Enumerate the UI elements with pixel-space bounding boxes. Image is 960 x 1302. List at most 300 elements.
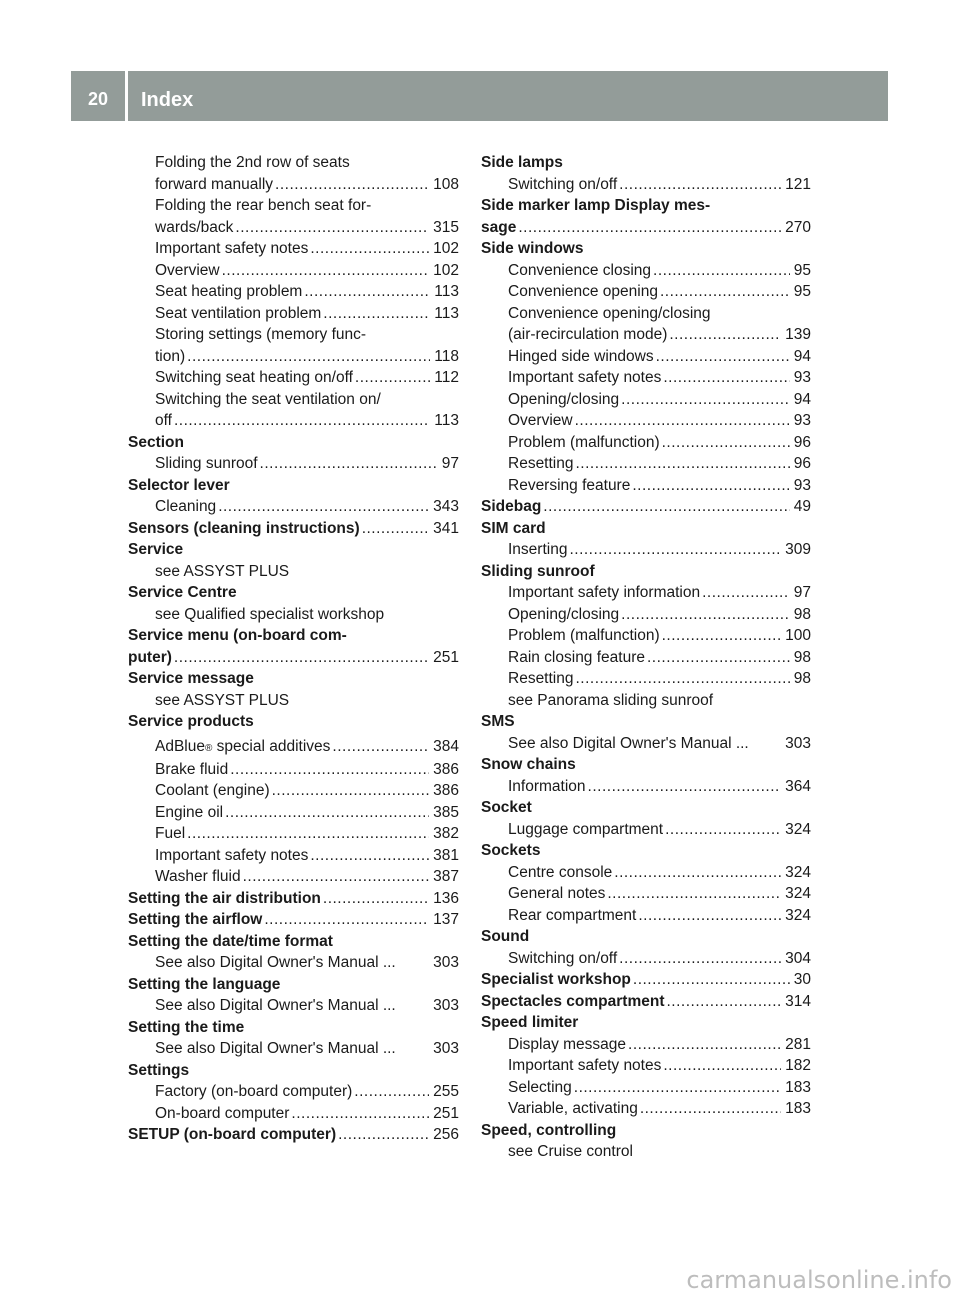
page-ref: 386: [433, 760, 459, 778]
index-entry: [481, 690, 811, 712]
page-ref: 97: [793, 584, 811, 601]
entry-label: Rain closing feature: [508, 648, 645, 666]
index-entry: [481, 367, 811, 389]
page-ref: 324: [785, 820, 811, 838]
index-heading: [481, 217, 811, 239]
header-divider: [125, 71, 128, 121]
leader-dots: [632, 475, 789, 497]
index-entry: [128, 260, 459, 282]
page-ref: 49: [793, 498, 811, 515]
index-entry: [481, 862, 811, 884]
index-heading: [481, 195, 811, 217]
index-entry: [481, 539, 811, 561]
leader-dots: [222, 260, 430, 282]
entry-label: puter): [128, 648, 172, 666]
index-entry: [481, 668, 811, 690]
entry-label: Centre console: [508, 863, 613, 881]
index-heading: [128, 931, 459, 953]
page-ref: 96: [793, 455, 811, 472]
index-heading: [481, 991, 811, 1013]
entry-label: See also Digital Owner's Manual ...: [155, 954, 396, 971]
page-ref: 136: [433, 889, 459, 907]
entry-label: Service message: [128, 670, 254, 687]
leader-dots: [230, 759, 429, 781]
page-ref: 113: [434, 412, 459, 429]
leader-dots: [225, 802, 429, 824]
entry-label: Spectacles compartment: [481, 992, 665, 1010]
index-entry: [481, 819, 811, 841]
index-heading: [481, 754, 811, 776]
entry-label: Overview: [155, 261, 220, 279]
leader-dots: [574, 1077, 781, 1099]
leader-dots: [323, 303, 430, 325]
leader-dots: [588, 776, 782, 798]
index-entry: [481, 625, 811, 647]
index-entry: [481, 1055, 811, 1077]
page-ref: 94: [793, 347, 811, 365]
page-ref: 304: [785, 949, 811, 967]
entry-label: Storing settings (memory func-: [155, 326, 367, 343]
index-entry: [128, 496, 459, 518]
entry-label: SETUP (on-board computer): [128, 1126, 337, 1143]
page-ref: 314: [785, 992, 811, 1010]
leader-dots: [662, 432, 790, 454]
leader-dots: [323, 888, 429, 910]
entry-label: Fuel: [155, 825, 186, 842]
index-entry: [128, 281, 459, 303]
index-heading: [128, 432, 459, 454]
entry-label: See also Digital Owner's Manual ...: [155, 1040, 396, 1057]
entry-label: Sockets: [481, 842, 541, 859]
index-heading: [128, 1060, 459, 1082]
leader-dots: [575, 453, 789, 475]
entry-label: Important safety notes: [508, 1057, 662, 1074]
index-heading: [128, 711, 459, 733]
index-heading: [128, 974, 459, 996]
page-ref: 381: [433, 846, 459, 864]
page-ref: 309: [785, 541, 811, 558]
entry-label: Coolant (engine): [155, 782, 270, 799]
entry-label: SMS: [481, 713, 515, 730]
page-ref: 315: [433, 218, 459, 236]
leader-dots: [187, 823, 429, 845]
entry-label: Switching the seat ventilation on/: [155, 390, 381, 408]
page-ref: 183: [785, 1078, 811, 1096]
index-heading: [481, 711, 811, 733]
entry-label: Speed limiter: [481, 1014, 579, 1031]
index-entry: [481, 410, 811, 432]
index-entry: [481, 948, 811, 970]
entry-label: See also Digital Owner's Manual ...: [508, 734, 749, 752]
index-entry: [128, 195, 459, 217]
entry-label: Sensors (cleaning instructions): [128, 519, 360, 537]
page-ref: 303: [433, 1040, 459, 1057]
index-entry: [481, 324, 811, 346]
index-entry: [128, 995, 459, 1017]
index-entry: [128, 238, 459, 260]
leader-dots: [354, 1081, 429, 1103]
index-entry: [128, 604, 459, 626]
entry-label: Side lamps: [481, 154, 563, 171]
page-ref: 93: [793, 412, 811, 429]
page-ref: 384: [433, 737, 459, 755]
index-entry: [128, 561, 459, 583]
page-ref: 183: [785, 1100, 811, 1117]
entry-label: Convenience opening: [508, 283, 658, 300]
leader-dots: [275, 174, 429, 196]
page-ref: 385: [433, 803, 459, 821]
entry-label: Section: [128, 433, 184, 451]
index-entry: [481, 1077, 811, 1099]
index-heading: [128, 518, 459, 540]
leader-dots: [272, 780, 430, 802]
leader-dots: [362, 518, 429, 540]
entry-label: Sliding sunroof: [481, 562, 595, 580]
index-entry: [481, 647, 811, 669]
index-heading: [128, 1017, 459, 1039]
page-ref: 98: [793, 670, 811, 687]
entry-label: Sliding sunroof: [155, 455, 258, 472]
leader-dots: [656, 346, 790, 368]
page-ref: 137: [433, 911, 459, 928]
leader-dots: [355, 367, 430, 389]
index-entry: [128, 780, 459, 802]
entry-label: Resetting: [508, 670, 574, 687]
entry-label: On-board computer: [155, 1104, 290, 1122]
entry-label: Side windows: [481, 240, 584, 257]
entry-label: Service: [128, 541, 184, 558]
page-ref: 93: [793, 369, 811, 386]
index-heading: [481, 926, 811, 948]
leader-dots: [640, 1098, 781, 1120]
page-ref: 95: [793, 261, 811, 279]
index-entry: [128, 1038, 459, 1060]
leader-dots: [663, 367, 789, 389]
entry-label: Factory (on-board computer): [155, 1083, 353, 1100]
entry-label: Opening/closing: [508, 605, 620, 623]
leader-dots: [260, 453, 438, 475]
leader-dots: [310, 238, 429, 260]
entry-label: Switching seat heating on/off: [155, 369, 353, 386]
leader-dots: [647, 647, 790, 669]
entry-label: Selecting: [508, 1078, 572, 1096]
leader-dots: [304, 281, 430, 303]
entry-label: Cleaning: [155, 498, 217, 515]
leader-dots: [619, 948, 781, 970]
page-ref: 139: [785, 326, 811, 343]
page-ref: 118: [434, 347, 459, 365]
entry-label: see Cruise control: [508, 1143, 633, 1160]
entry-label: Important safety information: [508, 584, 701, 601]
index-heading: [128, 668, 459, 690]
header-bar: [71, 71, 888, 121]
index-entry: [128, 174, 459, 196]
page-ref: 281: [785, 1035, 811, 1053]
index-entry: [128, 866, 459, 888]
page-ref: 102: [433, 240, 459, 257]
page-ref: 382: [433, 825, 459, 842]
entry-label: Brake fluid: [155, 760, 229, 778]
page-ref: 324: [785, 885, 811, 902]
index-entry: [481, 604, 811, 626]
watermark: carmanualsonline.info: [686, 1266, 952, 1294]
page-ref: 324: [785, 906, 811, 924]
leader-dots: [665, 819, 781, 841]
page-ref: 364: [785, 777, 811, 795]
page-number: 20: [87, 89, 109, 109]
index-entry: [128, 1103, 459, 1125]
section-title: Index: [141, 89, 194, 111]
entry-label: see ASSYST PLUS: [155, 562, 290, 580]
entry-label: see Qualified specialist workshop: [155, 605, 385, 623]
leader-dots: [310, 845, 429, 867]
page-ref: 324: [785, 863, 811, 881]
entry-label: Service menu (on-board com-: [128, 627, 347, 644]
index-entry: [128, 453, 459, 475]
index-entry: [481, 453, 811, 475]
entry-label: Switching on/off: [508, 175, 618, 193]
index-heading: [481, 238, 811, 260]
entry-label: Resetting: [508, 455, 574, 472]
page-ref: 30: [793, 971, 811, 988]
leader-dots: [575, 668, 789, 690]
index-entry: [128, 303, 459, 325]
index-entry: [128, 1081, 459, 1103]
leader-dots: [174, 410, 430, 432]
leader-dots: [638, 905, 781, 927]
page-ref: 108: [433, 175, 459, 193]
leader-dots: [628, 1034, 781, 1056]
leader-dots: [621, 389, 790, 411]
entry-label: SIM card: [481, 519, 546, 537]
index-entry: [128, 759, 459, 781]
index-entry: [128, 152, 459, 174]
index-entry: [128, 845, 459, 867]
leader-dots: [235, 217, 429, 239]
leader-dots: [660, 281, 790, 303]
page-ref: 255: [433, 1083, 459, 1100]
index-heading: [481, 1120, 811, 1142]
entry-label: Problem (malfunction): [508, 433, 660, 451]
entry-label: tion): [155, 347, 186, 365]
leader-dots: [621, 604, 790, 626]
page-ref: 98: [793, 648, 811, 666]
page-ref: 113: [434, 283, 459, 300]
index-column-right: [481, 152, 811, 1163]
leader-dots: [663, 1055, 781, 1077]
page-ref: 303: [785, 734, 811, 752]
leader-dots: [614, 862, 781, 884]
page-ref: 251: [433, 648, 459, 666]
leader-dots: [569, 539, 781, 561]
entry-label: Specialist workshop: [481, 971, 631, 988]
index-heading: [481, 518, 811, 540]
index-heading: [128, 582, 459, 604]
leader-dots: [633, 969, 790, 991]
leader-dots: [667, 991, 782, 1013]
index-entry: AdBlue ® special additives ..... 384: [128, 733, 459, 759]
page-ref: 94: [793, 390, 811, 408]
leader-dots: [518, 217, 781, 239]
index-heading: [128, 888, 459, 910]
index-entry: [481, 905, 811, 927]
index-entry: [481, 260, 811, 282]
page-ref: 113: [434, 304, 459, 322]
page-ref: 98: [793, 605, 811, 623]
page-ref: 343: [433, 498, 459, 515]
index-entry: [481, 1141, 811, 1163]
entry-label: Reversing feature: [508, 476, 631, 494]
index-entry: [481, 389, 811, 411]
index-entry: [481, 582, 811, 604]
entry-label: Folding the rear bench seat for-: [155, 197, 372, 214]
entry-label: Socket: [481, 799, 532, 816]
entry-label: Rear compartment: [508, 906, 637, 924]
entry-label: Snow chains: [481, 756, 576, 773]
entry-label: See also Digital Owner's Manual ...: [155, 997, 396, 1014]
leader-dots: [187, 346, 430, 368]
entry-label: General notes: [508, 885, 606, 902]
entry-label: AdBlue: [155, 737, 205, 755]
index-heading: [128, 1124, 459, 1146]
index-entry: [128, 690, 459, 712]
leader-dots: [669, 324, 781, 346]
entry-label: see Panorama sliding sunroof: [508, 691, 714, 709]
leader-dots: [543, 496, 789, 518]
leader-dots: [174, 647, 429, 669]
page-ref: 303: [433, 997, 459, 1014]
index-entry: [128, 823, 459, 845]
entry-label: forward manually: [155, 175, 274, 193]
page-ref: 93: [793, 476, 811, 494]
leader-dots: [607, 883, 781, 905]
index-entry: [481, 1034, 811, 1056]
leader-dots: [332, 733, 429, 759]
leader-dots: [243, 866, 430, 888]
index-entry: [481, 776, 811, 798]
entry-label: Settings: [128, 1061, 190, 1079]
entry-label: Speed, controlling: [481, 1121, 617, 1139]
index-entry: [128, 367, 459, 389]
index-entry: [128, 802, 459, 824]
entry-label: Sound: [481, 928, 530, 945]
index-entry: [481, 1098, 811, 1120]
index-entry: [128, 410, 459, 432]
entry-label: Opening/closing: [508, 390, 620, 408]
entry-label: Seat heating problem: [155, 283, 303, 300]
page-ref: 95: [793, 283, 811, 300]
page-ref: 341: [433, 519, 459, 537]
leader-dots: [338, 1124, 429, 1146]
entry-label: Seat ventilation problem: [155, 304, 322, 322]
index-column-left: [128, 152, 459, 1146]
page-ref: 97: [441, 455, 459, 472]
entry-label: Setting the air distribution: [128, 889, 321, 907]
entry-label: (air-recirculation mode): [508, 326, 668, 343]
index-heading: [481, 969, 811, 991]
entry-label: Important safety notes: [508, 369, 662, 386]
index-heading: [128, 625, 459, 647]
index-entry: [481, 883, 811, 905]
entry-label: Service products: [128, 713, 254, 730]
entry-label: Convenience opening/closing: [508, 304, 711, 322]
index-entry: [481, 281, 811, 303]
entry-label: Setting the date/time format: [128, 932, 333, 950]
index-entry: [481, 346, 811, 368]
leader-dots: [264, 909, 429, 931]
page-ref: 251: [433, 1104, 459, 1122]
leader-dots: [702, 582, 790, 604]
entry-label: Hinged side windows: [508, 347, 654, 365]
index-heading: [481, 496, 811, 518]
entry-label: Service Centre: [128, 584, 237, 601]
entry-label: see ASSYST PLUS: [155, 691, 290, 709]
entry-label: Engine oil: [155, 803, 224, 821]
leader-dots: [619, 174, 781, 196]
index-heading: [128, 647, 459, 669]
leader-dots: [218, 496, 429, 518]
entry-label: Setting the time: [128, 1018, 245, 1036]
entry-label: sage: [481, 218, 517, 236]
page-ref: 387: [433, 868, 459, 885]
index-entry: [481, 475, 811, 497]
entry-label: Sidebag: [481, 498, 542, 515]
index-entry: [481, 432, 811, 454]
entry-label: Convenience closing: [508, 261, 652, 279]
page-ref: 182: [785, 1057, 811, 1074]
entry-label: Inserting: [508, 541, 568, 558]
leader-dots: [291, 1103, 429, 1125]
entry-label-cont: special additives: [212, 737, 331, 755]
page-ref: 96: [793, 433, 811, 451]
entry-label: Information: [508, 777, 586, 795]
entry-label: Display message: [508, 1035, 627, 1053]
entry-label: Side marker lamp Display mes-: [481, 197, 711, 214]
leader-dots: [662, 625, 782, 647]
leader-dots: [653, 260, 790, 282]
index-heading: [128, 539, 459, 561]
entry-label: Setting the language: [128, 975, 281, 993]
index-heading: [481, 840, 811, 862]
page-ref: 386: [433, 782, 459, 799]
entry-label: off: [155, 412, 172, 429]
entry-label: Folding the 2nd row of seats: [155, 154, 350, 171]
entry-label: Washer fluid: [155, 868, 241, 885]
entry-label: Luggage compartment: [508, 820, 664, 838]
index-heading: [481, 152, 811, 174]
entry-label: Overview: [508, 412, 573, 429]
page-ref: 270: [785, 218, 811, 236]
page-ref: 100: [785, 627, 811, 644]
index-heading: [481, 1012, 811, 1034]
page-ref: 102: [433, 261, 459, 279]
index-entry: [481, 174, 811, 196]
entry-label: Important safety notes: [155, 846, 309, 864]
leader-dots: [575, 410, 790, 432]
index-heading: [128, 909, 459, 931]
entry-label: Problem (malfunction): [508, 627, 660, 644]
entry-label: Setting the airflow: [128, 911, 263, 928]
index-entry: [128, 952, 459, 974]
entry-label: Selector lever: [128, 476, 230, 494]
index-entry: [128, 389, 459, 411]
page-ref: 256: [433, 1126, 459, 1143]
entry-label: Important safety notes: [155, 240, 309, 257]
entry-label: wards/back: [155, 218, 234, 236]
index-entry: [481, 733, 811, 755]
entry-label: Switching on/off: [508, 949, 618, 967]
index-heading: [481, 561, 811, 583]
